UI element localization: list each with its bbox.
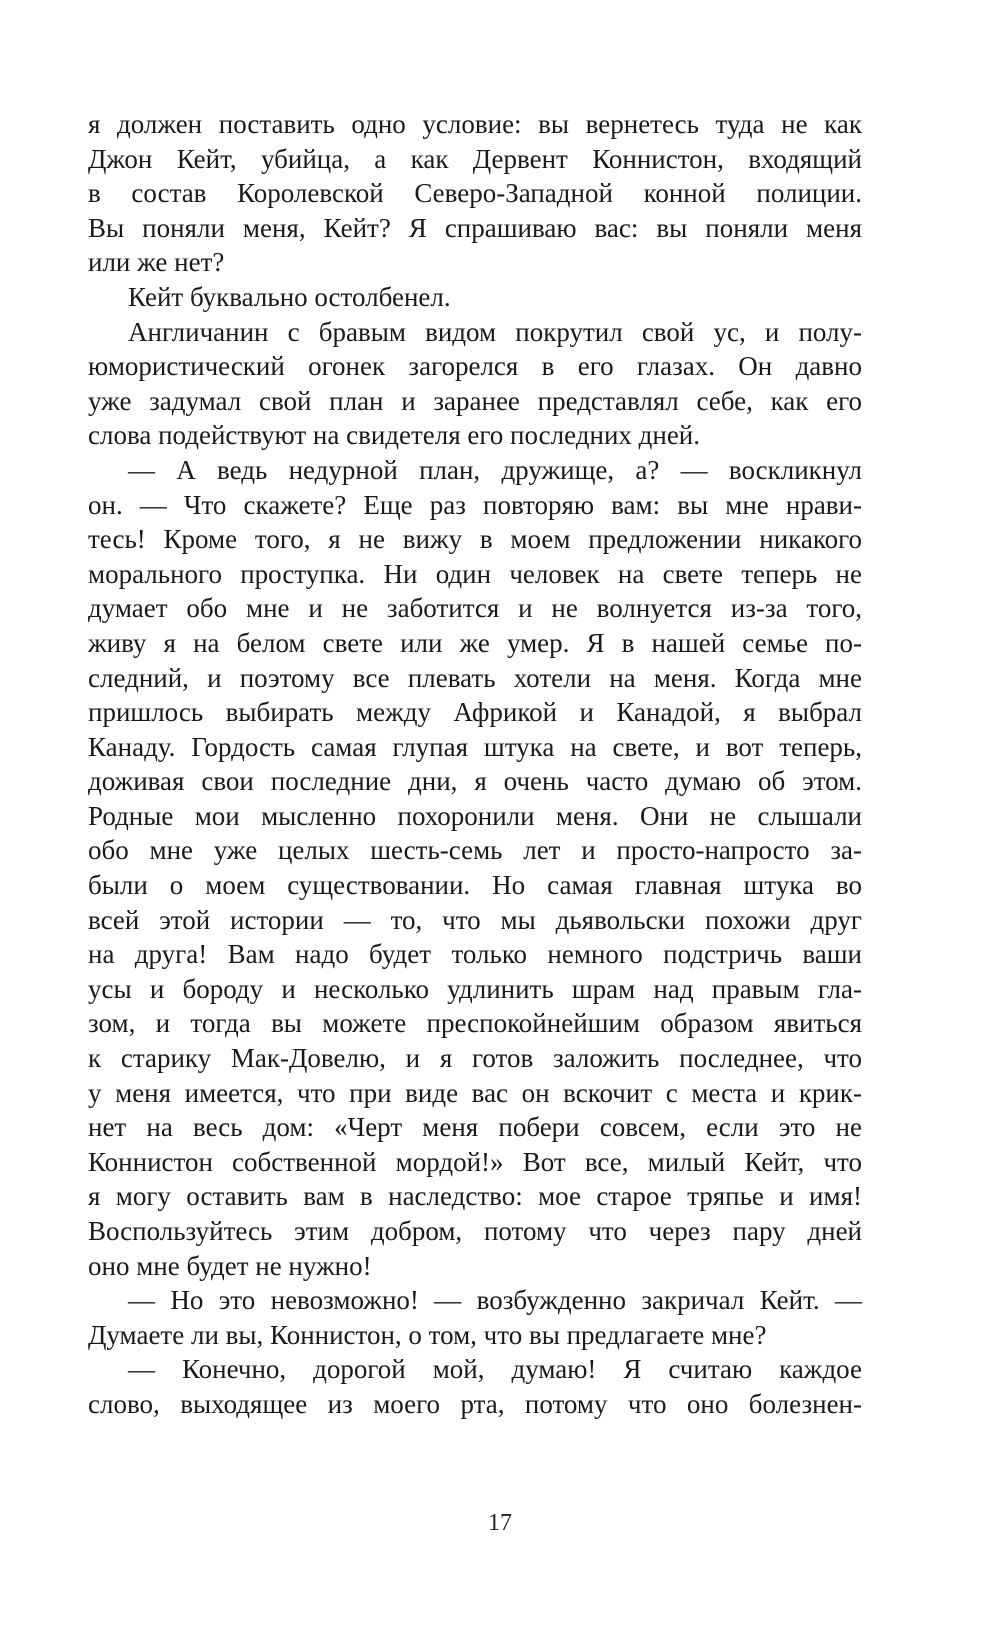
paragraph — [88, 280, 862, 315]
paragraph — [88, 1352, 862, 1421]
text-line: зом, и тогда вы можете преспокойнейшим образом явиться — [88, 1008, 862, 1039]
paragraph — [88, 453, 862, 1283]
text-line: слова подействуют на свидетеля его последних дней. — [88, 420, 701, 451]
text-line: Родные мои мысленно похоронили меня. Они не слышали — [88, 800, 862, 831]
text-line: живу я на белом свете или же умер. Я в нашей семье по- — [88, 627, 862, 658]
text-line: к старику Мак-Довелю, и я готов заложить последнее, что — [88, 1043, 862, 1074]
text-line: на друга! Вам надо будет только немного подстричь ваши — [88, 939, 862, 970]
paragraph — [88, 107, 862, 280]
text-line: Джон Кейт, убийца, а как Дервент Коннистон, входящий — [88, 143, 862, 174]
text-line: Кейт буквально остолбенел. — [128, 281, 451, 312]
text-line: юмористический огонек загорелся в его глазах. Он давно — [88, 351, 862, 382]
text-line: я могу оставить вам в наследство: мое старое тряпье и имя! — [88, 1181, 862, 1212]
text-line: Думаете ли вы, Коннистон, о том, что вы предлагаете мне? — [88, 1319, 767, 1350]
text-line: Англичанин с бравым видом покрутил свой ус, и полу- — [128, 316, 862, 347]
page-body-text — [88, 107, 862, 1422]
text-line: в состав Королевской Северо-Западной конной полиции. — [88, 178, 862, 209]
text-line: пришлось выбирать между Африкой и Канадой, я выбрал — [88, 697, 862, 728]
text-line: были о моем существовании. Но самая главная штука во — [88, 870, 862, 901]
page-number: 17 — [488, 1510, 512, 1536]
text-line: — Но это невозможно! — возбужденно закричал Кейт. — — [128, 1285, 862, 1316]
text-line: или же нет? — [88, 247, 225, 278]
text-line: Коннистон собственной мордой!» Вот все, милый Кейт, что — [88, 1146, 862, 1177]
text-line: Вы поняли меня, Кейт? Я спрашиваю вас: вы поняли меня — [88, 212, 862, 243]
text-line: тесь! Кроме того, я не вижу в моем предложении никакого — [88, 524, 862, 555]
text-line: нет на весь дом: «Черт меня побери совсем, если это не — [88, 1112, 862, 1143]
text-line: следний, и поэтому все плевать хотели на меня. Когда мне — [88, 662, 862, 693]
paragraph — [88, 315, 862, 453]
paragraph — [88, 1283, 862, 1352]
text-line: доживая свои последние дни, я очень часто думаю об этом. — [88, 766, 862, 797]
text-line: уже задумал свой план и заранее представлял себе, как его — [88, 385, 862, 416]
text-line: усы и бороду и несколько удлинить шрам над правым гла- — [88, 973, 862, 1004]
text-line: морального проступка. Ни один человек на свете теперь не — [88, 558, 862, 589]
text-line: — Конечно, дорогой мой, думаю! Я считаю каждое — [128, 1354, 862, 1385]
text-line: он. — Что скажете? Еще раз повторяю вам: вы мне нрави- — [88, 489, 862, 520]
text-line: всей этой истории — то, что мы дьявольски похожи друг — [88, 904, 862, 935]
text-line: Воспользуйтесь этим добром, потому что через пару дней — [88, 1216, 862, 1246]
text-line: Канаду. Гордость самая глупая штука на свете, и вот теперь, — [88, 731, 862, 762]
text-line: слово, выходящее из моего рта, потому что оно болезнен- — [88, 1388, 862, 1419]
text-line: оно мне будет не нужно! — [88, 1250, 372, 1281]
text-line: я должен поставить одно условие: вы вернетесь туда не как — [88, 109, 862, 139]
text-line: у меня имеется, что при виде вас он вскочит с места и крик- — [88, 1077, 862, 1108]
text-line: обо мне уже целых шесть-семь лет и просто-напросто за- — [88, 835, 862, 866]
text-line: думает обо мне и не заботится и не волнуется из-за того, — [88, 593, 862, 624]
text-line: — А ведь недурной план, дружище, а? — воскликнул — [128, 454, 862, 485]
